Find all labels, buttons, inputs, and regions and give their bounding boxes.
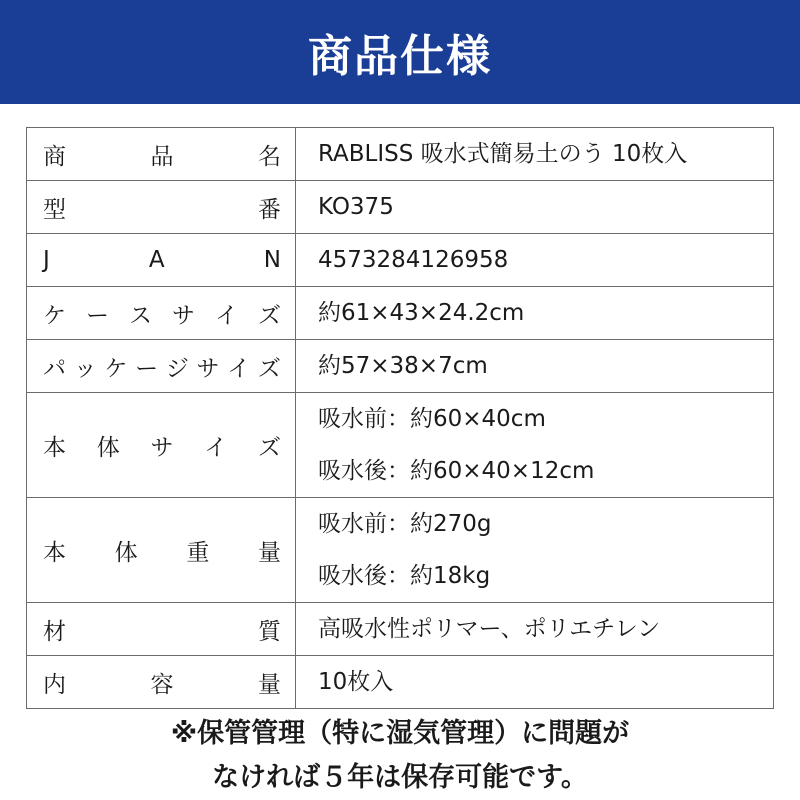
spec-value-line: 吸水前：約270g: [318, 511, 492, 537]
spec-value-line: 吸水後：約60×40×12cm: [318, 458, 595, 484]
spec-row: [27, 181, 774, 234]
spec-value: [296, 234, 774, 287]
spec-value: [296, 498, 774, 603]
spec-label: [27, 128, 296, 181]
page-title: 商品仕様: [308, 31, 492, 82]
spec-value: [296, 128, 774, 181]
spec-row: [27, 656, 774, 709]
storage-note-line-2: なければ５年は保存可能です。: [212, 762, 588, 793]
spec-label-text: ケ ー ス サ イ ズ: [43, 302, 281, 329]
spec-label-text: J A N: [43, 247, 281, 273]
spec-value-line: 高吸水性ポリマー、ポリエチレン: [318, 616, 661, 642]
spec-label: [27, 603, 296, 656]
spec-label: [27, 340, 296, 393]
spec-value: [296, 656, 774, 709]
spec-label-text: 商 品 名: [43, 143, 281, 170]
spec-label-text: 材 質: [43, 618, 281, 645]
spec-label: [27, 393, 296, 498]
spec-label-text: 内 容 量: [43, 671, 281, 698]
spec-value-line: 約61×43×24.2cm: [318, 300, 525, 326]
spec-label: [27, 287, 296, 340]
spec-value-line: 吸水後：約18kg: [318, 563, 491, 589]
spec-value: [296, 181, 774, 234]
spec-label: [27, 181, 296, 234]
spec-value-line: RABLISS 吸水式簡易土のう 10枚入: [318, 141, 688, 167]
spec-row: [27, 393, 774, 498]
spec-value-line: 約57×38×7cm: [318, 353, 488, 379]
spec-value: [296, 340, 774, 393]
spec-value-line: KO375: [318, 194, 394, 220]
spec-label: [27, 498, 296, 603]
spec-row: [27, 287, 774, 340]
spec-label-text: 型 番: [43, 196, 281, 223]
storage-note: [0, 712, 800, 800]
spec-value-line: 10枚入: [318, 669, 394, 695]
storage-note-line-1: ※保管管理（特に湿気管理）に問題が: [170, 718, 630, 749]
spec-label: [27, 234, 296, 287]
spec-row: [27, 128, 774, 181]
spec-row: [27, 603, 774, 656]
spec-label-text: 本 体 重 量: [43, 539, 281, 566]
spec-label-text: 本 体 サ イ ズ: [43, 434, 281, 461]
spec-value-line: 吸水前：約60×40cm: [318, 406, 546, 432]
spec-value: [296, 287, 774, 340]
spec-value: [296, 393, 774, 498]
spec-value-line: 4573284126958: [318, 247, 509, 273]
header-banner: [0, 0, 800, 104]
spec-label-text: パ ッ ケ ー ジ サ イ ズ: [43, 355, 281, 382]
spec-row: [27, 498, 774, 603]
spec-row: [27, 340, 774, 393]
spec-label: [27, 656, 296, 709]
spec-table: [26, 127, 774, 709]
spec-value: [296, 603, 774, 656]
spec-row: [27, 234, 774, 287]
